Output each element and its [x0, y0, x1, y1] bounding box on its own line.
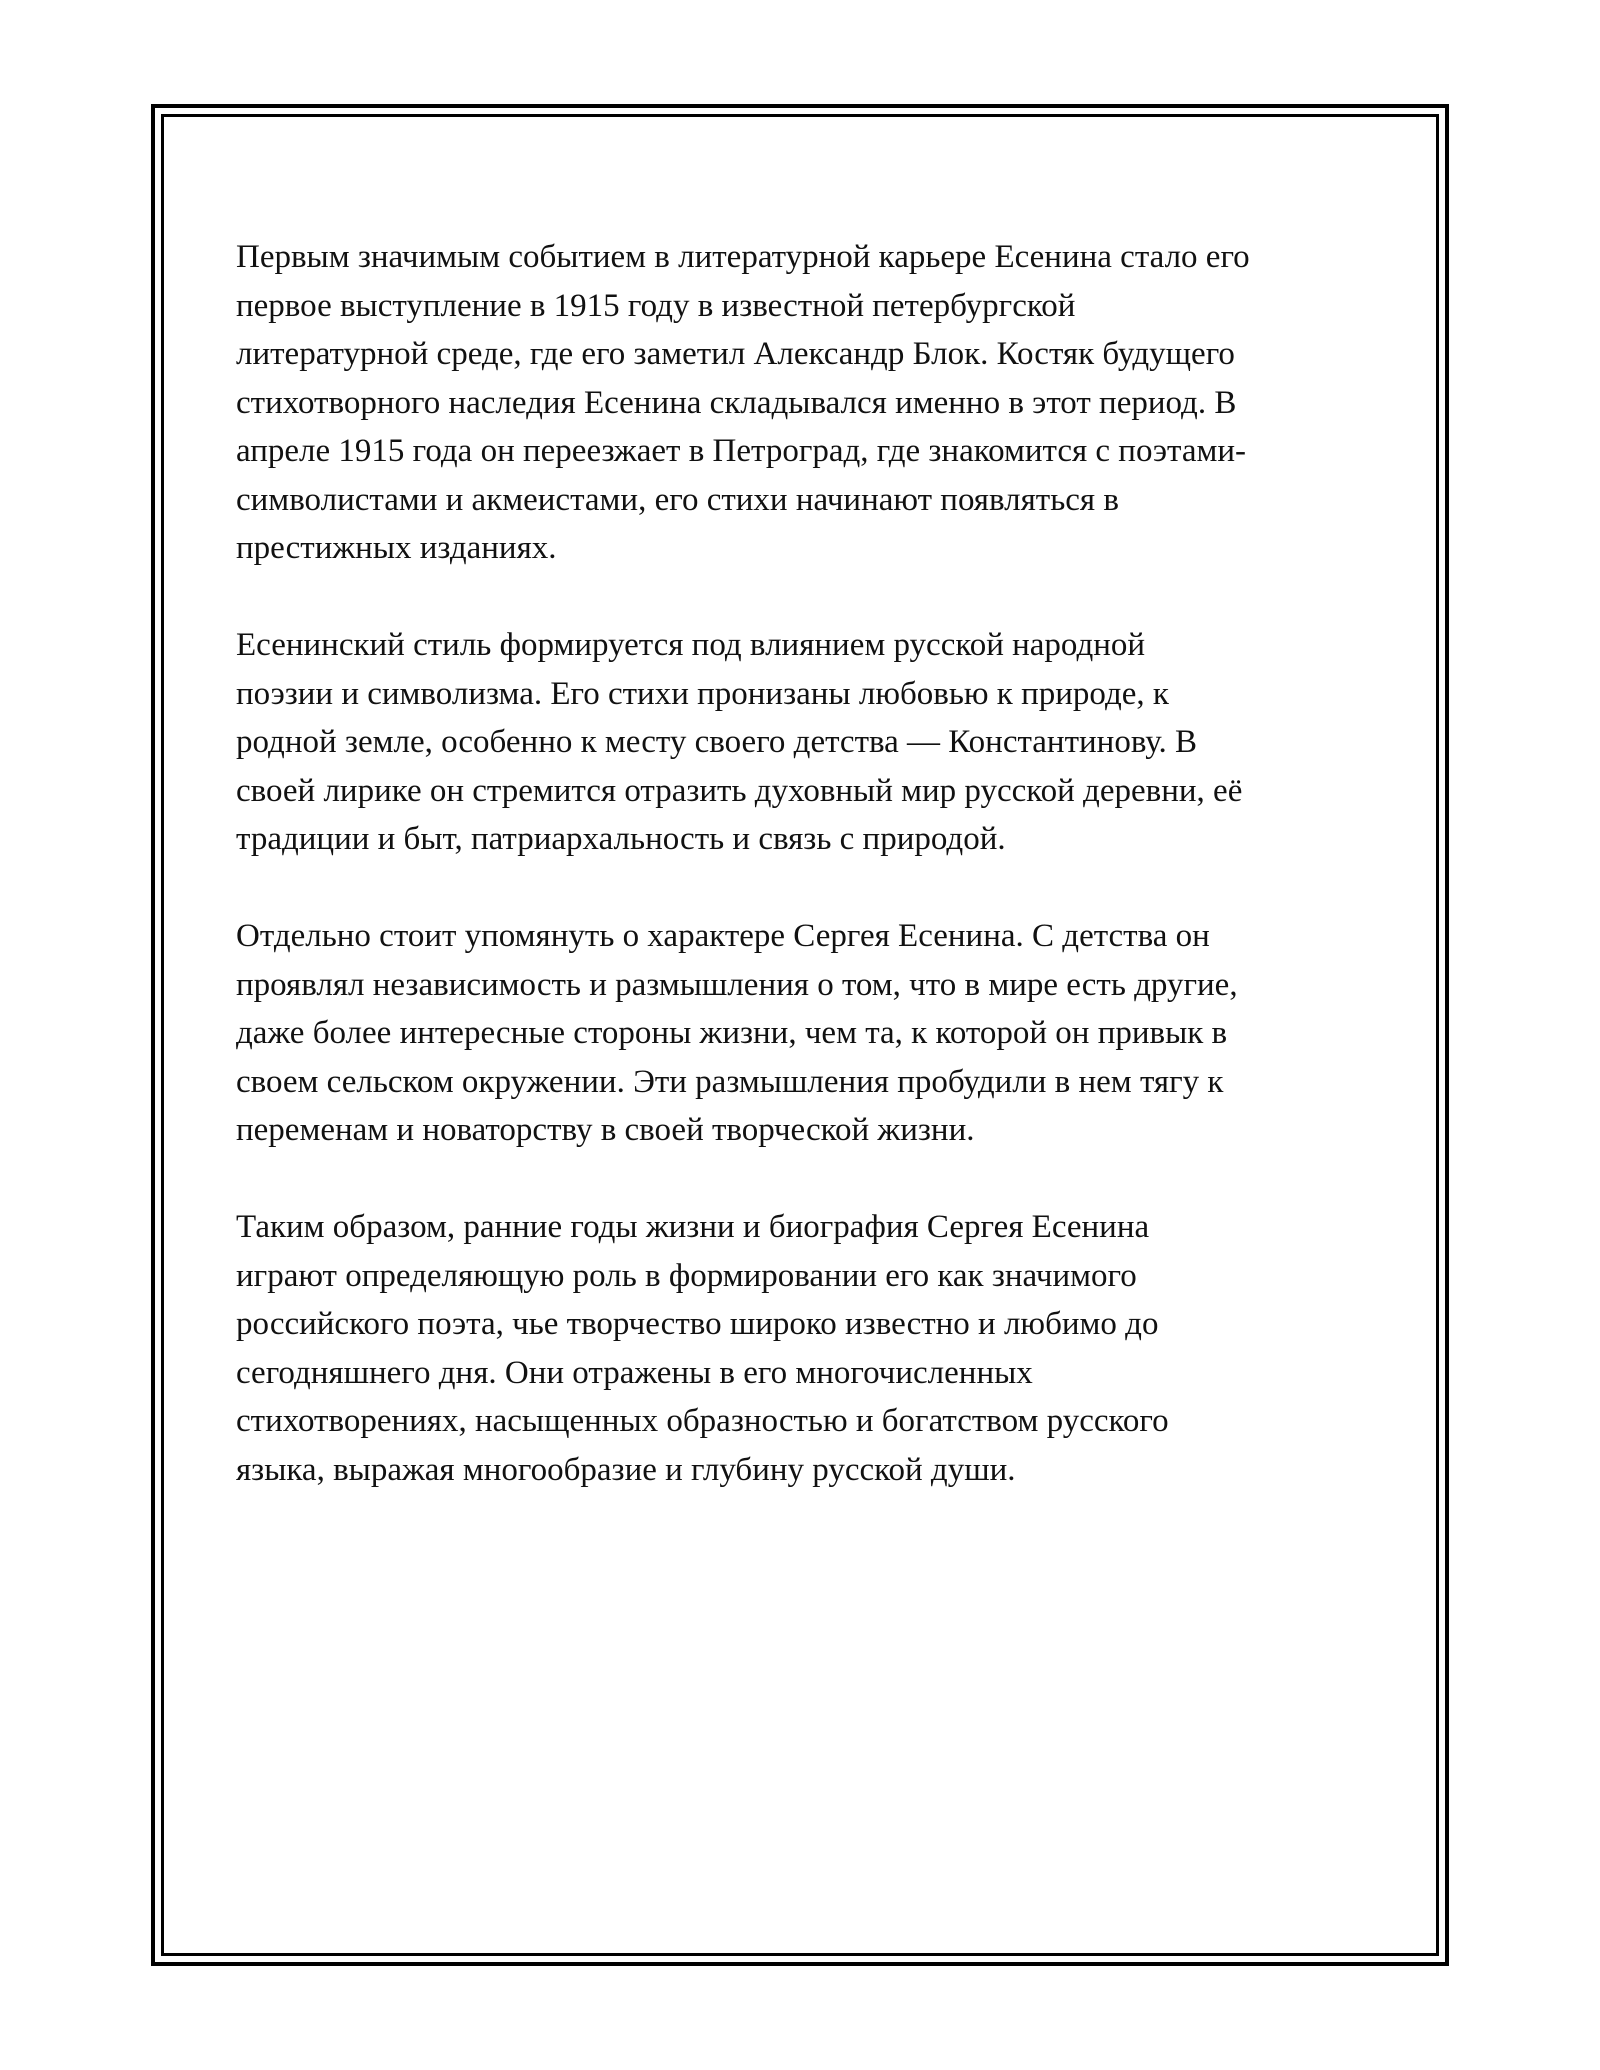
text-line: играют определяющую роль в формировании его как значимого — [236, 1257, 1137, 1294]
text-line: Есенинский стиль формируется под влиянием русской народной — [236, 627, 1146, 663]
paragraph-3 — [236, 912, 1376, 1155]
text-line: проявлял независимость и размышления о том, что в мире есть другие, — [236, 966, 1238, 1003]
text-line: символистами и акмеистами, его стихи начинают появляться в — [236, 481, 1119, 518]
paragraph-4 — [236, 1203, 1376, 1494]
text-line: родной земле, особенно к месту своего детства — Константинову. В — [236, 724, 1197, 760]
text-line: российского поэта, чье творчество широко известно и любимо до — [236, 1306, 1159, 1342]
text-line: традиции и быт, патриархальность и связь с природой. — [236, 821, 1006, 857]
paragraph-2 — [236, 621, 1376, 864]
text-line: стихотворениях, насыщенных образностью и богатством русского — [236, 1403, 1169, 1439]
text-line: литературной среде, где его заметил Александр Блок. Костяк будущего — [236, 336, 1235, 372]
text-line: престижных изданиях. — [236, 530, 557, 566]
text-line: апреле 1915 года он переезжает в Петроград, где знакомится с поэтами- — [236, 433, 1247, 469]
text-line: первое выступление в 1915 году в известной петербургской — [236, 287, 1076, 324]
text-line: сегодняшнего дня. Они отражены в его многочисленных — [236, 1354, 1033, 1391]
text-line: Таким образом, ранние годы жизни и биография Сергея Есенина — [236, 1209, 1150, 1245]
text-line: своем сельском окружении. Эти размышления пробудили в нем тягу к — [236, 1063, 1224, 1100]
text-line: языка, выражая многообразие и глубину русской души. — [236, 1451, 1016, 1488]
text-line: своей лирике он стремится отразить духовный мир русской деревни, её — [236, 772, 1243, 809]
paragraph-1 — [236, 233, 1376, 573]
text-line: переменам и новаторству в своей творческой жизни. — [236, 1112, 975, 1148]
text-line: Отдельно стоит упомянуть о характере Сергея Есенина. С детства он — [236, 918, 1210, 954]
text-line: стихотворного наследия Есенина складывался именно в этот период. В — [236, 384, 1237, 421]
text-line: поэзии и символизма. Его стихи пронизаны любовью к природе, к — [236, 675, 1169, 712]
text-line: Первым значимым событием в литературной карьере Есенина стало его — [236, 239, 1250, 275]
document-body — [236, 233, 1376, 1543]
text-line: даже более интересные стороны жизни, чем та, к которой он привык в — [236, 1015, 1228, 1051]
